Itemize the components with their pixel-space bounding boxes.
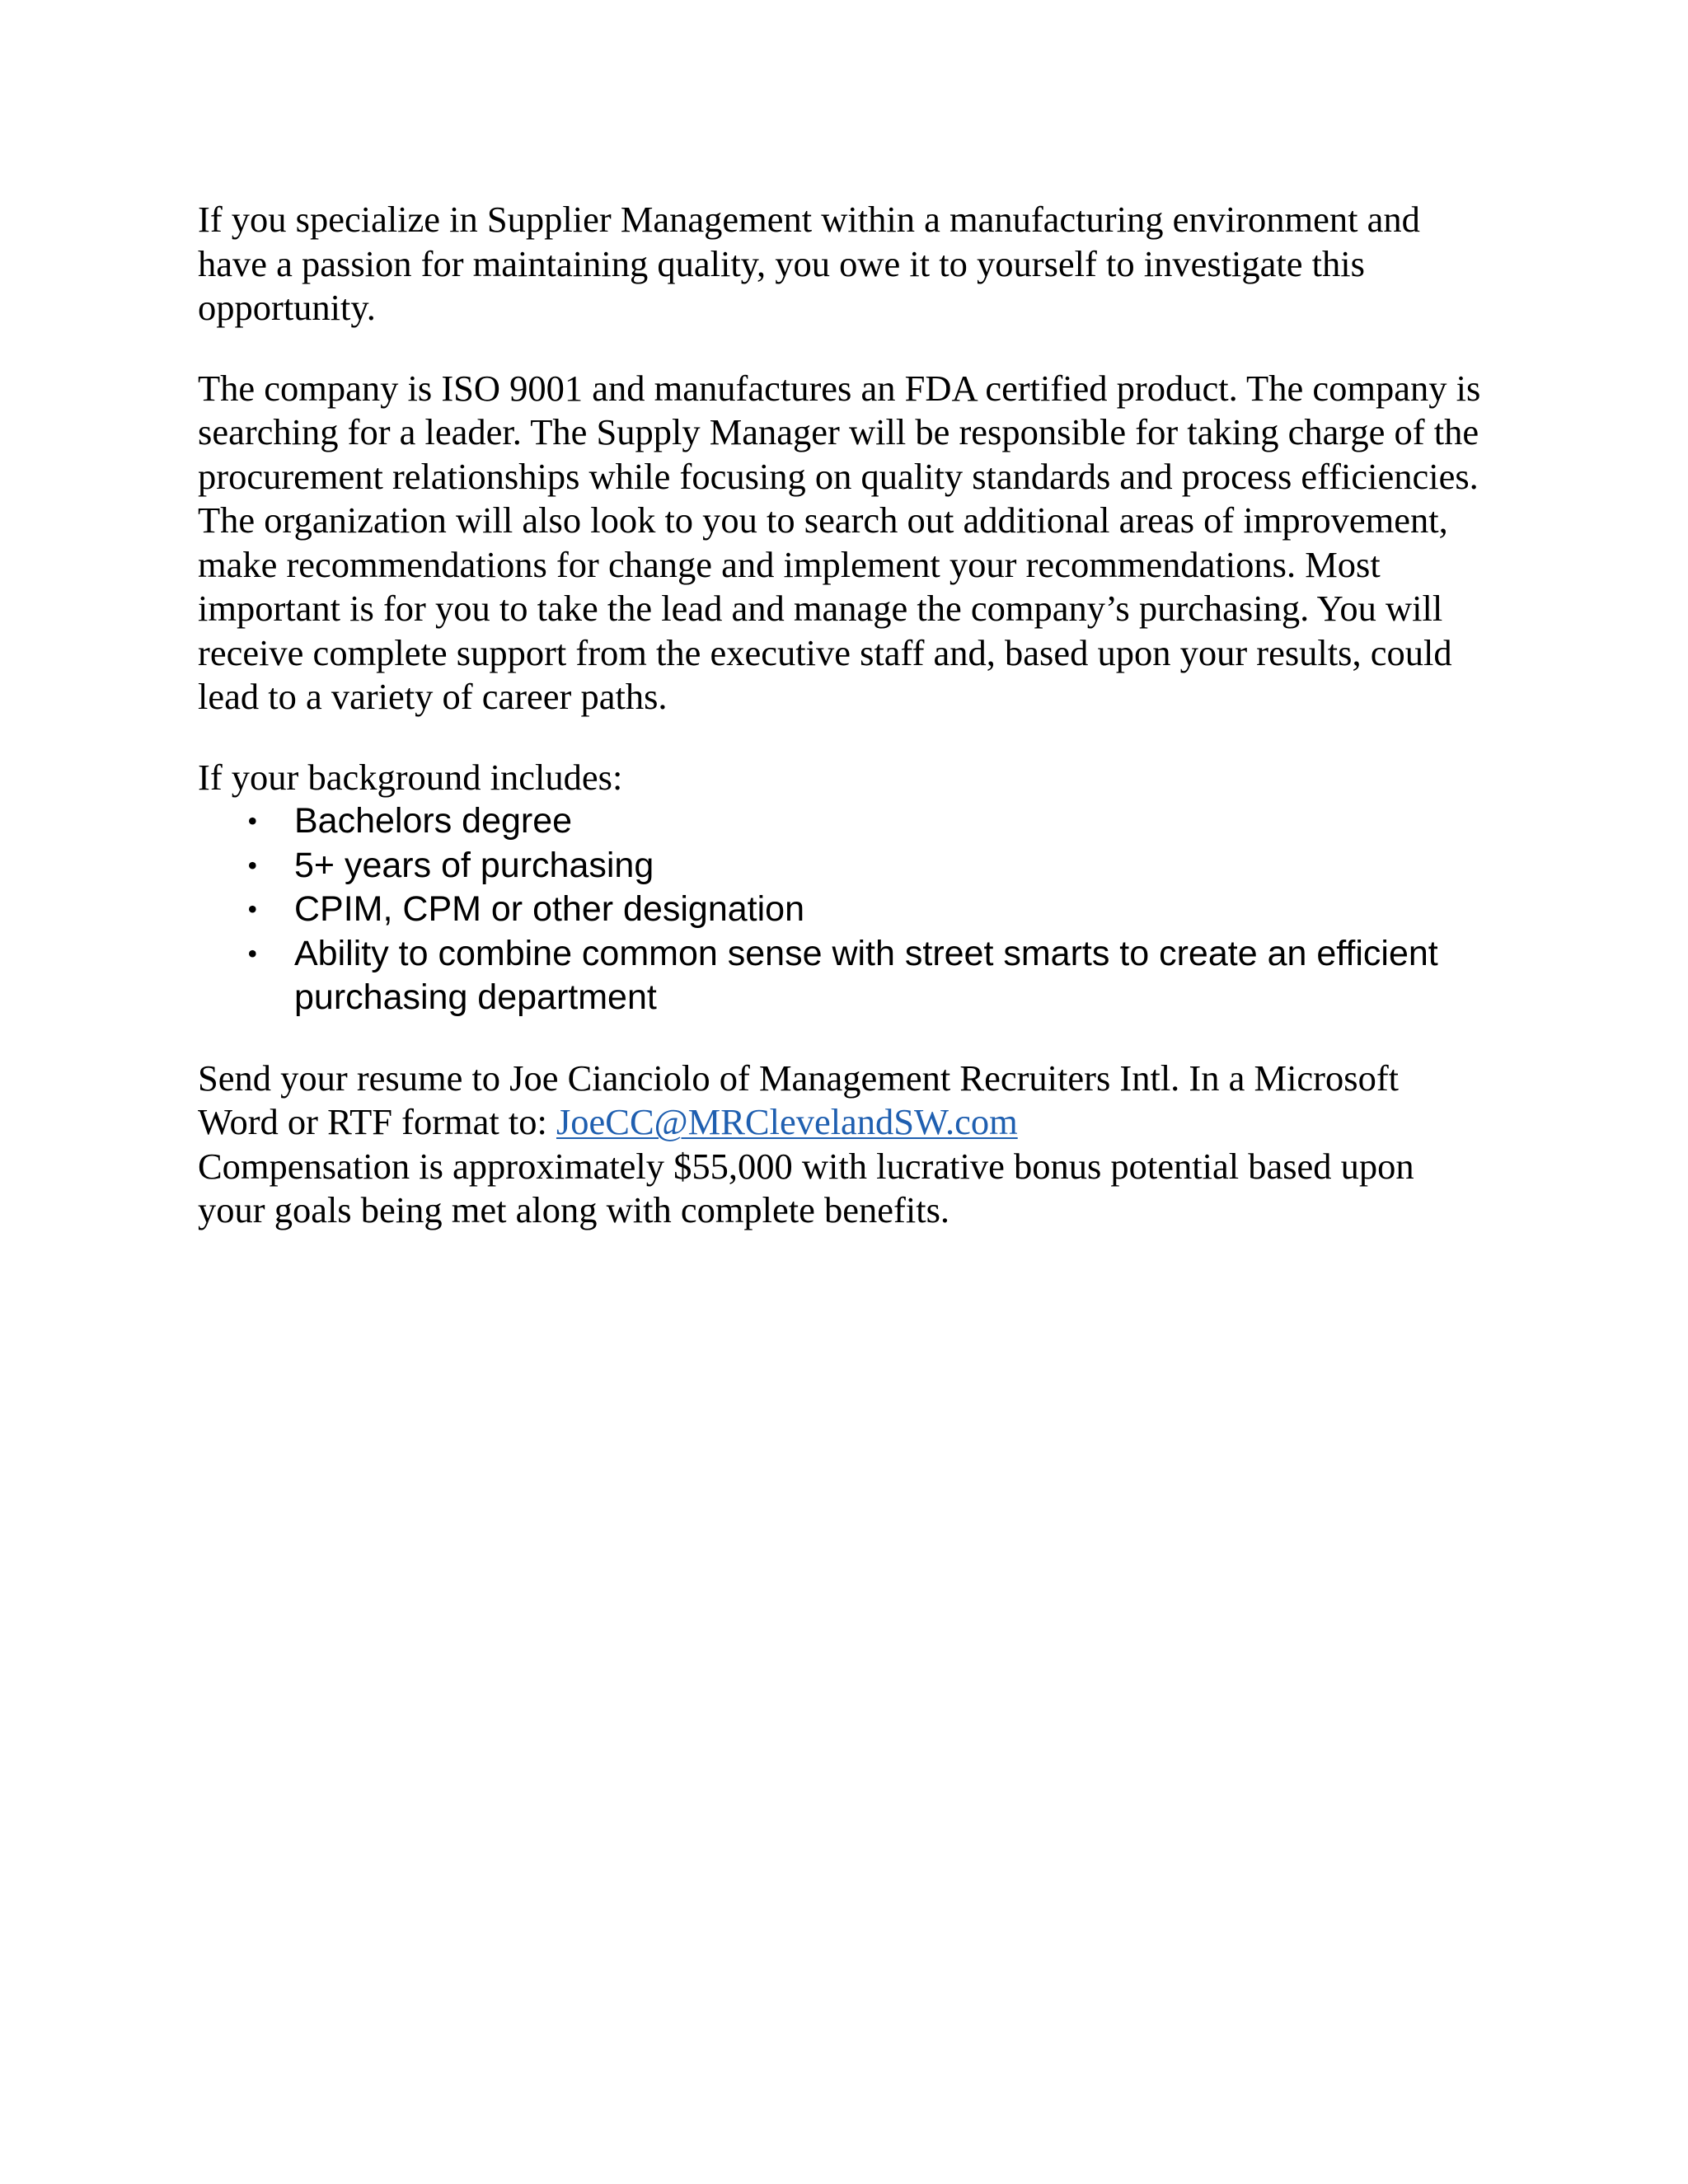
organization-paragraph: The organization will also look to you to search out additional areas of improvement, make recommendations for change and implement your recommendations. Most important is for you to take the lead and manage the company’s purchasing. You will receive complete support from the executive staff and, based upon your results, could lead to a variety of career paths. [198,499,1452,717]
bullet-icon: • [247,893,258,926]
list-item-text: CPIM, CPM or other designation [294,889,804,929]
list-item [198,932,1484,1020]
intro-paragraph: If you specialize in Supplier Management within a manufacturing environment and have a passion for maintaining quality, you owe it to yourself to investigate this opportunity. [198,199,1420,328]
background-intro: If your background includes: [198,756,623,798]
bullet-icon: • [247,936,258,970]
list-item [198,799,1484,844]
list-item-text: Ability to combine common sense with street smarts to create an efficient purchasing department [294,933,1438,1017]
compensation-paragraph: Compensation is approximately $55,000 with lucrative bonus potential based upon your goals being met along with complete benefits. [198,1145,1414,1230]
requirements-list [198,799,1484,1020]
list-item-text: 5+ years of purchasing [294,845,654,885]
send-resume-text: Send your resume to Joe Cianciolo of Management Recruiters Intl. In a Microsoft Word or RTF format to: [198,1057,1400,1142]
send-resume-paragraph [198,1057,1484,1145]
bullet-icon: • [247,848,258,882]
bullet-icon: • [247,804,258,837]
list-item [198,844,1484,888]
email-link[interactable]: JoeCC@MRClevelandSW.com [556,1101,1018,1142]
list-item-text: Bachelors degree [294,801,573,841]
list-item [198,888,1484,932]
company-paragraph: The company is ISO 9001 and manufactures an FDA certified product. The company is searching for a leader. The Supply Manager will be responsible for taking charge of the procurement relationships while focusing on quality standards and process efficiencies. [198,367,1481,497]
document-body [198,198,1484,1233]
